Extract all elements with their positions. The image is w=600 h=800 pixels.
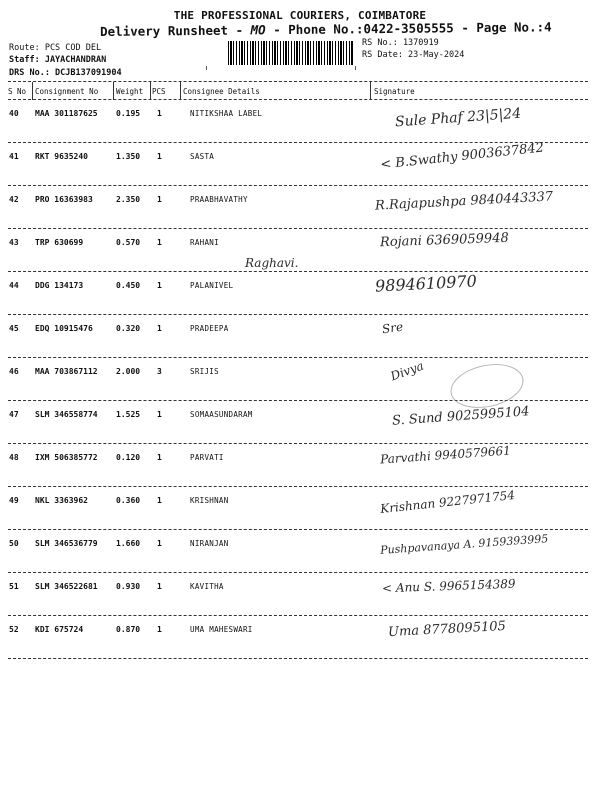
- rs-date: RS Date: 23-May-2024: [362, 50, 465, 60]
- sno-cell: 51: [9, 582, 19, 591]
- pcs-cell: 1: [157, 238, 162, 247]
- weight-cell: 0.930: [116, 582, 141, 591]
- consignee-cell: NIRANJAN: [190, 539, 229, 548]
- consignment-cell: SLM 346522681: [35, 582, 98, 591]
- route-label: Route: PCS COD DEL: [9, 43, 102, 53]
- pcs-cell: 3: [157, 367, 162, 376]
- runsheet-title: [100, 19, 552, 39]
- weight-cell: 2.000: [116, 367, 141, 376]
- consignee-cell: SRIJIS: [190, 367, 219, 376]
- pcs-cell: 1: [157, 496, 162, 505]
- weight-cell: 0.870: [116, 625, 141, 634]
- consignee-cell: PARVATI: [190, 453, 224, 462]
- weight-cell: 0.120: [116, 453, 141, 462]
- consignment-cell: MAA 301187625: [35, 109, 98, 118]
- signature-handwriting: 9894610970: [374, 271, 478, 296]
- sno-cell: 43: [9, 238, 19, 247]
- weight-cell: 0.195: [116, 109, 141, 118]
- rs-number: RS No.: 1370919: [362, 38, 439, 48]
- consignee-cell: SASTA: [190, 152, 215, 161]
- consignment-cell: RKT 9635240: [35, 152, 88, 161]
- signature-handwriting: Uma 8778095105: [387, 618, 507, 641]
- weight-cell: 2.350: [116, 195, 141, 204]
- barcode: [228, 41, 353, 65]
- column-divider: [113, 82, 114, 100]
- table-row: [0, 100, 600, 143]
- consignment-cell: SLM 346558774: [35, 410, 98, 419]
- pcs-cell: 1: [157, 453, 162, 462]
- pcs-cell: 1: [157, 410, 162, 419]
- column-divider: [150, 82, 151, 100]
- table-row: [0, 444, 600, 487]
- consignee-cell: KRISHNAN: [190, 496, 229, 505]
- col-weight: Weight: [116, 87, 144, 96]
- weight-cell: 0.570: [116, 238, 141, 247]
- signature-handwriting: Sre: [381, 319, 404, 337]
- signature-handwriting: Rojani 6369059948: [379, 230, 510, 251]
- pcs-cell: 1: [157, 324, 162, 333]
- table-row: [0, 530, 600, 573]
- signature-handwriting: < B.Swathy 9003637842: [379, 140, 545, 173]
- signature-handwriting: Pushpavanaya A. 9159393995: [379, 532, 549, 557]
- sno-cell: 52: [9, 625, 19, 634]
- runsheet-mode: MO: [250, 22, 266, 38]
- signature-handwriting: Parvathi 9940579661: [379, 443, 512, 467]
- consignment-cell: SLM 346536779: [35, 539, 98, 548]
- col-signature: Signature: [374, 87, 415, 96]
- table-row: [0, 140, 600, 186]
- pcs-cell: 1: [157, 625, 162, 634]
- pcs-cell: 1: [157, 195, 162, 204]
- corner-tick: [206, 66, 211, 70]
- column-divider: [180, 82, 181, 100]
- table-row: [0, 186, 600, 229]
- col-sno: S No: [8, 87, 27, 96]
- corner-tick: [355, 66, 360, 70]
- runsheet-prefix: Delivery Runsheet -: [100, 22, 251, 39]
- col-pcs: PCS: [152, 87, 166, 96]
- company-title: THE PROFESSIONAL COURIERS, COIMBATORE: [173, 9, 427, 22]
- col-consignee: Consignee Details: [183, 87, 260, 96]
- signature-handwriting: Krishnan 9227971754: [379, 487, 516, 517]
- consignee-cell: PALANIVEL: [190, 281, 234, 290]
- signature-handwriting: Divya: [388, 358, 426, 384]
- header-top-rule: [8, 81, 588, 82]
- sno-cell: 44: [9, 281, 19, 290]
- consignee-cell: PRAABHAVATHY: [190, 195, 248, 204]
- table-row: [0, 487, 600, 530]
- runsheet-phone-page: - Phone No.:0422-3505555 - Page No.:4: [265, 19, 552, 38]
- weight-cell: 1.350: [116, 152, 141, 161]
- column-divider: [370, 82, 371, 100]
- consignee-cell: PRADEEPA: [190, 324, 229, 333]
- sno-cell: 45: [9, 324, 19, 333]
- sno-cell: 40: [9, 109, 19, 118]
- consignee-cell: RAHANI: [190, 238, 219, 247]
- consignment-cell: DDG 134173: [35, 281, 84, 290]
- sno-cell: 49: [9, 496, 19, 505]
- consignment-cell: NKL 3363962: [35, 496, 88, 505]
- pcs-cell: 1: [157, 152, 162, 161]
- table-row: [0, 229, 600, 272]
- consignee-cell: KAVITHA: [190, 582, 224, 591]
- weight-cell: 1.525: [116, 410, 141, 419]
- sno-cell: 46: [9, 367, 19, 376]
- consignment-cell: MAA 703867112: [35, 367, 98, 376]
- table-row: [0, 315, 600, 358]
- pcs-cell: 1: [157, 582, 162, 591]
- table-row: [0, 616, 600, 659]
- table-row: [0, 401, 600, 444]
- weight-cell: 0.320: [116, 324, 141, 333]
- sno-cell: 41: [9, 152, 19, 161]
- table-row: [0, 272, 600, 315]
- sno-cell: 50: [9, 539, 19, 548]
- table-row: [0, 573, 600, 616]
- pcs-cell: 1: [157, 281, 162, 290]
- consignee-cell: UMA MAHESWARI: [190, 625, 253, 634]
- signature-handwriting: Sule Phaf 23|5|24: [394, 105, 522, 131]
- row-separator: [8, 658, 588, 659]
- consignment-cell: PRO 16363983: [35, 195, 93, 204]
- staff-label: Staff: JAYACHANDRAN: [9, 55, 107, 65]
- consignment-cell: TRP 630699: [35, 238, 84, 247]
- consignment-cell: EDQ 10915476: [35, 324, 93, 333]
- consignee-cell: SOMAASUNDARAM: [190, 410, 253, 419]
- pcs-cell: 1: [157, 109, 162, 118]
- signature-handwriting: < Anu S. 9965154389: [381, 576, 516, 596]
- signature-handwriting: S. Sund 9025995104: [391, 404, 530, 429]
- weight-cell: 0.360: [116, 496, 141, 505]
- consignment-cell: IXM 506385772: [35, 453, 98, 462]
- consignment-cell: KDI 675724: [35, 625, 84, 634]
- col-consignment: Consignment No: [35, 87, 99, 96]
- drs-number: DRS No.: DCJB137091904: [9, 68, 122, 78]
- row-note: Raghavi.: [245, 256, 299, 270]
- sno-cell: 47: [9, 410, 19, 419]
- sno-cell: 48: [9, 453, 19, 462]
- pcs-cell: 1: [157, 539, 162, 548]
- sno-cell: 42: [9, 195, 19, 204]
- signature-handwriting: R.Rajapushpa 9840443337: [374, 189, 554, 214]
- weight-cell: 0.450: [116, 281, 141, 290]
- consignee-cell: NITIKSHAA LABEL: [190, 109, 263, 118]
- weight-cell: 1.660: [116, 539, 141, 548]
- column-divider: [32, 82, 33, 100]
